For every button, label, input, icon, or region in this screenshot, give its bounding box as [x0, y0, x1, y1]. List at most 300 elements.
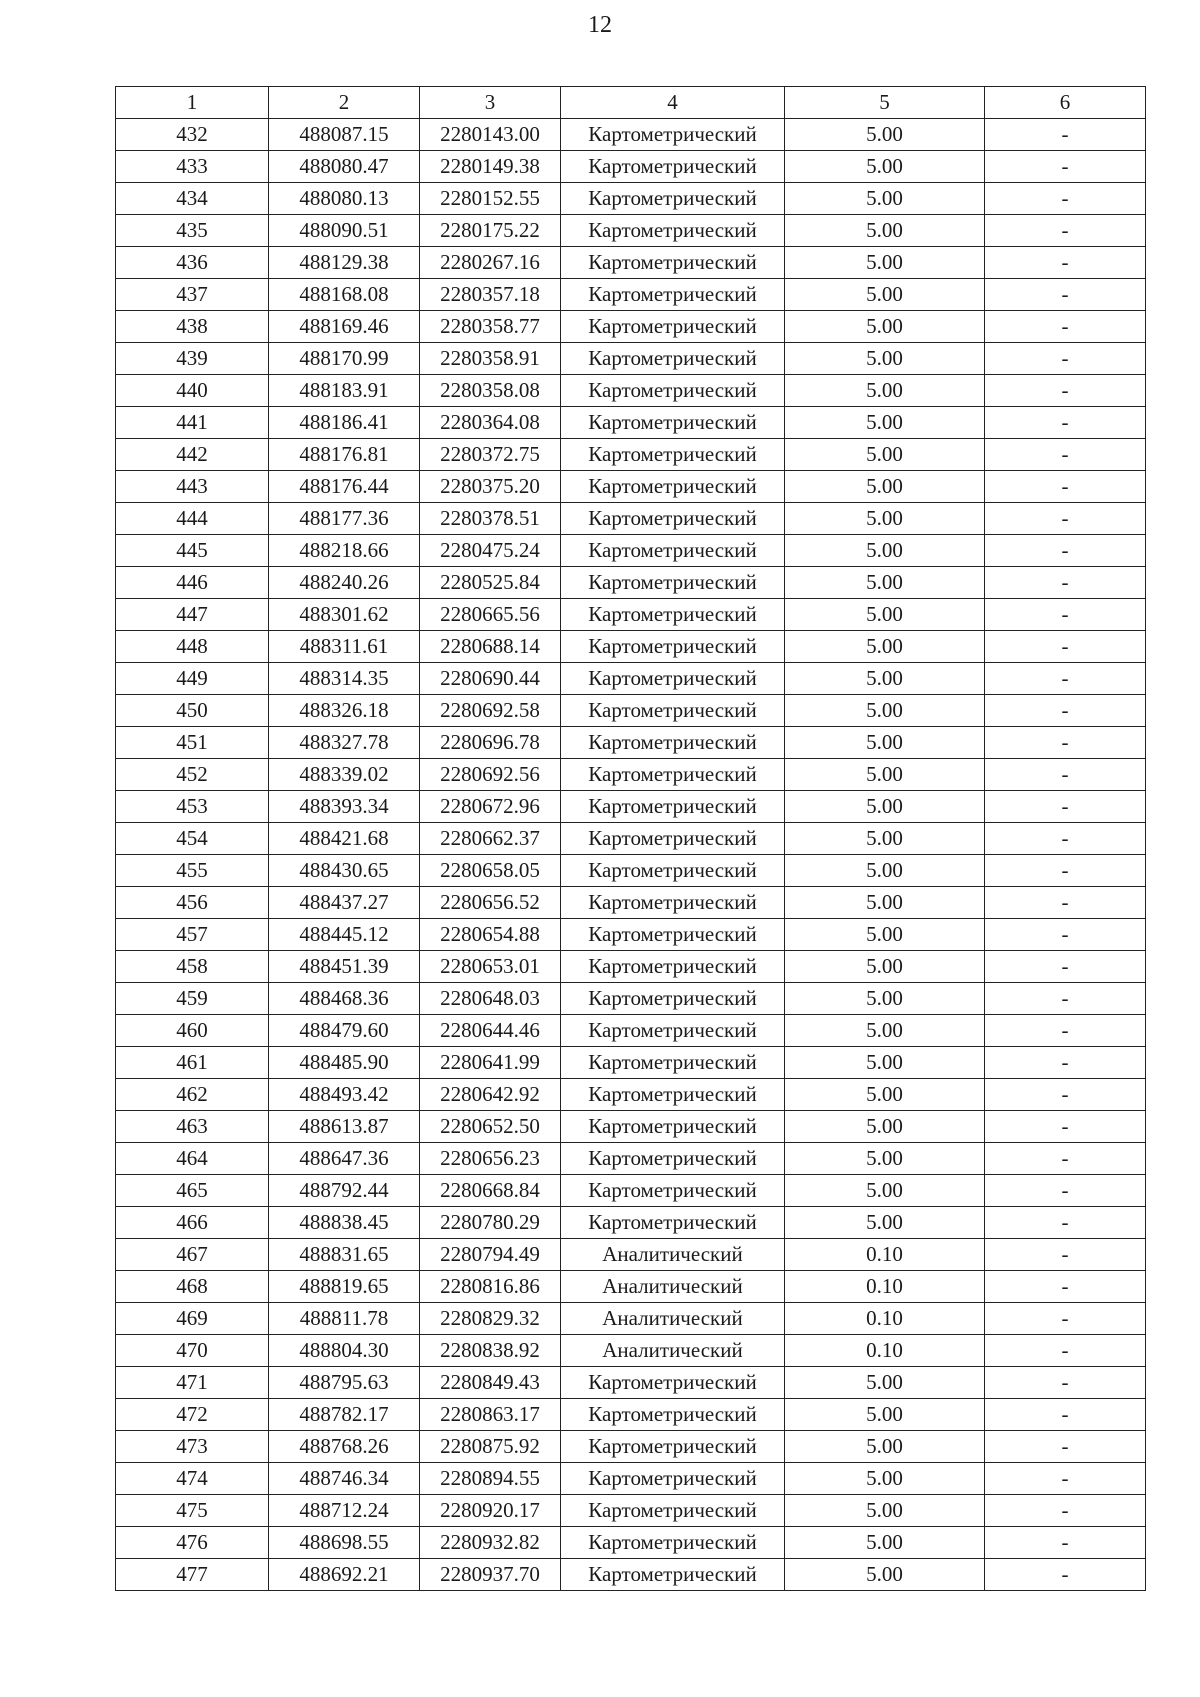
accuracy-cell: 5.00 — [785, 375, 985, 407]
table-row — [116, 727, 1146, 759]
y-coordinate-cell: 2280658.05 — [420, 855, 561, 887]
table-row — [116, 215, 1146, 247]
y-coordinate-cell: 2280849.43 — [420, 1367, 561, 1399]
accuracy-cell: 5.00 — [785, 311, 985, 343]
table-row — [116, 791, 1146, 823]
y-coordinate-cell: 2280863.17 — [420, 1399, 561, 1431]
accuracy-cell: 5.00 — [785, 695, 985, 727]
y-coordinate-cell: 2280932.82 — [420, 1527, 561, 1559]
x-coordinate-cell: 488782.17 — [269, 1399, 420, 1431]
method-cell: Картометрический — [561, 951, 785, 983]
table-row — [116, 439, 1146, 471]
y-coordinate-cell: 2280780.29 — [420, 1207, 561, 1239]
y-coordinate-cell: 2280175.22 — [420, 215, 561, 247]
method-cell: Картометрический — [561, 1463, 785, 1495]
y-coordinate-cell: 2280692.56 — [420, 759, 561, 791]
x-coordinate-cell: 488811.78 — [269, 1303, 420, 1335]
description-cell: - — [985, 1239, 1146, 1271]
accuracy-cell: 5.00 — [785, 119, 985, 151]
y-coordinate-cell: 2280149.38 — [420, 151, 561, 183]
point-number-cell: 454 — [116, 823, 269, 855]
table-row — [116, 567, 1146, 599]
y-coordinate-cell: 2280656.52 — [420, 887, 561, 919]
method-cell: Аналитический — [561, 1239, 785, 1271]
table-row — [116, 1111, 1146, 1143]
description-cell: - — [985, 855, 1146, 887]
table-row — [116, 1431, 1146, 1463]
x-coordinate-cell: 488327.78 — [269, 727, 420, 759]
point-number-cell: 462 — [116, 1079, 269, 1111]
point-number-cell: 443 — [116, 471, 269, 503]
x-coordinate-cell: 488177.36 — [269, 503, 420, 535]
table-row — [116, 503, 1146, 535]
table-row — [116, 1047, 1146, 1079]
accuracy-cell: 0.10 — [785, 1239, 985, 1271]
description-cell: - — [985, 535, 1146, 567]
x-coordinate-cell: 488712.24 — [269, 1495, 420, 1527]
y-coordinate-cell: 2280665.56 — [420, 599, 561, 631]
accuracy-cell: 5.00 — [785, 215, 985, 247]
header-row — [116, 87, 1146, 119]
table-row — [116, 951, 1146, 983]
table-row — [116, 1303, 1146, 1335]
point-number-cell: 436 — [116, 247, 269, 279]
x-coordinate-cell: 488176.44 — [269, 471, 420, 503]
point-number-cell: 453 — [116, 791, 269, 823]
method-cell: Картометрический — [561, 183, 785, 215]
y-coordinate-cell: 2280688.14 — [420, 631, 561, 663]
method-cell: Картометрический — [561, 535, 785, 567]
method-cell: Картометрический — [561, 247, 785, 279]
point-number-cell: 445 — [116, 535, 269, 567]
table-row — [116, 119, 1146, 151]
table-row — [116, 375, 1146, 407]
x-coordinate-cell: 488746.34 — [269, 1463, 420, 1495]
point-number-cell: 464 — [116, 1143, 269, 1175]
point-number-cell: 448 — [116, 631, 269, 663]
description-cell: - — [985, 1527, 1146, 1559]
description-cell: - — [985, 1015, 1146, 1047]
table-row — [116, 631, 1146, 663]
table-row — [116, 1271, 1146, 1303]
x-coordinate-cell: 488170.99 — [269, 343, 420, 375]
point-number-cell: 470 — [116, 1335, 269, 1367]
method-cell: Картометрический — [561, 919, 785, 951]
accuracy-cell: 0.10 — [785, 1303, 985, 1335]
accuracy-cell: 5.00 — [785, 1367, 985, 1399]
table-row — [116, 1239, 1146, 1271]
y-coordinate-cell: 2280829.32 — [420, 1303, 561, 1335]
method-cell: Картометрический — [561, 471, 785, 503]
method-cell: Картометрический — [561, 1079, 785, 1111]
accuracy-cell: 5.00 — [785, 1559, 985, 1591]
description-cell: - — [985, 311, 1146, 343]
method-cell: Картометрический — [561, 119, 785, 151]
accuracy-cell: 5.00 — [785, 951, 985, 983]
method-cell: Картометрический — [561, 727, 785, 759]
point-number-cell: 475 — [116, 1495, 269, 1527]
accuracy-cell: 5.00 — [785, 1207, 985, 1239]
method-cell: Картометрический — [561, 151, 785, 183]
y-coordinate-cell: 2280378.51 — [420, 503, 561, 535]
method-cell: Картометрический — [561, 855, 785, 887]
column-header: 6 — [985, 87, 1146, 119]
point-number-cell: 455 — [116, 855, 269, 887]
table-row — [116, 887, 1146, 919]
accuracy-cell: 5.00 — [785, 1015, 985, 1047]
y-coordinate-cell: 2280648.03 — [420, 983, 561, 1015]
method-cell: Картометрический — [561, 375, 785, 407]
accuracy-cell: 5.00 — [785, 1399, 985, 1431]
x-coordinate-cell: 488795.63 — [269, 1367, 420, 1399]
x-coordinate-cell: 488186.41 — [269, 407, 420, 439]
method-cell: Картометрический — [561, 1399, 785, 1431]
description-cell: - — [985, 823, 1146, 855]
x-coordinate-cell: 488183.91 — [269, 375, 420, 407]
description-cell: - — [985, 183, 1146, 215]
y-coordinate-cell: 2280358.91 — [420, 343, 561, 375]
accuracy-cell: 5.00 — [785, 663, 985, 695]
y-coordinate-cell: 2280653.01 — [420, 951, 561, 983]
accuracy-cell: 5.00 — [785, 535, 985, 567]
accuracy-cell: 5.00 — [785, 791, 985, 823]
description-cell: - — [985, 439, 1146, 471]
accuracy-cell: 0.10 — [785, 1271, 985, 1303]
method-cell: Картометрический — [561, 1559, 785, 1591]
method-cell: Картометрический — [561, 1047, 785, 1079]
accuracy-cell: 5.00 — [785, 407, 985, 439]
table-row — [116, 311, 1146, 343]
y-coordinate-cell: 2280692.58 — [420, 695, 561, 727]
point-number-cell: 471 — [116, 1367, 269, 1399]
x-coordinate-cell: 488080.13 — [269, 183, 420, 215]
y-coordinate-cell: 2280816.86 — [420, 1271, 561, 1303]
table-header — [116, 87, 1146, 119]
point-number-cell: 447 — [116, 599, 269, 631]
method-cell: Картометрический — [561, 439, 785, 471]
description-cell: - — [985, 1335, 1146, 1367]
method-cell: Картометрический — [561, 1527, 785, 1559]
x-coordinate-cell: 488485.90 — [269, 1047, 420, 1079]
point-number-cell: 472 — [116, 1399, 269, 1431]
point-number-cell: 449 — [116, 663, 269, 695]
accuracy-cell: 5.00 — [785, 887, 985, 919]
y-coordinate-cell: 2280894.55 — [420, 1463, 561, 1495]
table-row — [116, 1143, 1146, 1175]
table-row — [116, 279, 1146, 311]
description-cell: - — [985, 983, 1146, 1015]
point-number-cell: 438 — [116, 311, 269, 343]
description-cell: - — [985, 1399, 1146, 1431]
table-row — [116, 759, 1146, 791]
description-cell: - — [985, 215, 1146, 247]
y-coordinate-cell: 2280696.78 — [420, 727, 561, 759]
description-cell: - — [985, 343, 1146, 375]
y-coordinate-cell: 2280668.84 — [420, 1175, 561, 1207]
y-coordinate-cell: 2280152.55 — [420, 183, 561, 215]
table-row — [116, 535, 1146, 567]
point-number-cell: 456 — [116, 887, 269, 919]
method-cell: Картометрический — [561, 663, 785, 695]
x-coordinate-cell: 488326.18 — [269, 695, 420, 727]
y-coordinate-cell: 2280662.37 — [420, 823, 561, 855]
method-cell: Картометрический — [561, 1431, 785, 1463]
x-coordinate-cell: 488129.38 — [269, 247, 420, 279]
description-cell: - — [985, 1303, 1146, 1335]
table-body — [116, 119, 1146, 1591]
table-row — [116, 919, 1146, 951]
method-cell: Аналитический — [561, 1303, 785, 1335]
description-cell: - — [985, 695, 1146, 727]
description-cell: - — [985, 567, 1146, 599]
table-row — [116, 1559, 1146, 1591]
y-coordinate-cell: 2280652.50 — [420, 1111, 561, 1143]
description-cell: - — [985, 119, 1146, 151]
accuracy-cell: 5.00 — [785, 1527, 985, 1559]
description-cell: - — [985, 1495, 1146, 1527]
table-row — [116, 471, 1146, 503]
description-cell: - — [985, 247, 1146, 279]
x-coordinate-cell: 488792.44 — [269, 1175, 420, 1207]
x-coordinate-cell: 488838.45 — [269, 1207, 420, 1239]
x-coordinate-cell: 488240.26 — [269, 567, 420, 599]
x-coordinate-cell: 488430.65 — [269, 855, 420, 887]
x-coordinate-cell: 488168.08 — [269, 279, 420, 311]
x-coordinate-cell: 488176.81 — [269, 439, 420, 471]
x-coordinate-cell: 488421.68 — [269, 823, 420, 855]
x-coordinate-cell: 488437.27 — [269, 887, 420, 919]
table-row — [116, 1335, 1146, 1367]
point-number-cell: 465 — [116, 1175, 269, 1207]
x-coordinate-cell: 488698.55 — [269, 1527, 420, 1559]
y-coordinate-cell: 2280358.77 — [420, 311, 561, 343]
method-cell: Картометрический — [561, 823, 785, 855]
point-number-cell: 451 — [116, 727, 269, 759]
x-coordinate-cell: 488479.60 — [269, 1015, 420, 1047]
point-number-cell: 452 — [116, 759, 269, 791]
accuracy-cell: 5.00 — [785, 855, 985, 887]
y-coordinate-cell: 2280644.46 — [420, 1015, 561, 1047]
accuracy-cell: 5.00 — [785, 1463, 985, 1495]
point-number-cell: 458 — [116, 951, 269, 983]
point-number-cell: 440 — [116, 375, 269, 407]
point-number-cell: 457 — [116, 919, 269, 951]
method-cell: Аналитический — [561, 1335, 785, 1367]
y-coordinate-cell: 2280143.00 — [420, 119, 561, 151]
x-coordinate-cell: 488301.62 — [269, 599, 420, 631]
column-header: 5 — [785, 87, 985, 119]
column-header: 1 — [116, 87, 269, 119]
page-number: 12 — [588, 12, 612, 38]
table-row — [116, 1079, 1146, 1111]
description-cell: - — [985, 1079, 1146, 1111]
x-coordinate-cell: 488768.26 — [269, 1431, 420, 1463]
method-cell: Картометрический — [561, 1015, 785, 1047]
table-row — [116, 599, 1146, 631]
table-row — [116, 1463, 1146, 1495]
description-cell: - — [985, 471, 1146, 503]
description-cell: - — [985, 631, 1146, 663]
accuracy-cell: 5.00 — [785, 1143, 985, 1175]
table-row — [116, 1527, 1146, 1559]
point-number-cell: 439 — [116, 343, 269, 375]
method-cell: Картометрический — [561, 599, 785, 631]
description-cell: - — [985, 759, 1146, 791]
accuracy-cell: 5.00 — [785, 1495, 985, 1527]
x-coordinate-cell: 488831.65 — [269, 1239, 420, 1271]
column-header: 2 — [269, 87, 420, 119]
table-row — [116, 1207, 1146, 1239]
x-coordinate-cell: 488169.46 — [269, 311, 420, 343]
accuracy-cell: 5.00 — [785, 503, 985, 535]
description-cell: - — [985, 1463, 1146, 1495]
point-number-cell: 441 — [116, 407, 269, 439]
table-row — [116, 823, 1146, 855]
accuracy-cell: 5.00 — [785, 151, 985, 183]
point-number-cell: 461 — [116, 1047, 269, 1079]
point-number-cell: 433 — [116, 151, 269, 183]
accuracy-cell: 5.00 — [785, 247, 985, 279]
point-number-cell: 477 — [116, 1559, 269, 1591]
y-coordinate-cell: 2280875.92 — [420, 1431, 561, 1463]
method-cell: Картометрический — [561, 407, 785, 439]
description-cell: - — [985, 503, 1146, 535]
accuracy-cell: 5.00 — [785, 919, 985, 951]
method-cell: Картометрический — [561, 215, 785, 247]
point-number-cell: 468 — [116, 1271, 269, 1303]
point-number-cell: 469 — [116, 1303, 269, 1335]
point-number-cell: 467 — [116, 1239, 269, 1271]
point-number-cell: 435 — [116, 215, 269, 247]
coordinates-table — [115, 86, 1146, 1591]
accuracy-cell: 5.00 — [785, 599, 985, 631]
accuracy-cell: 5.00 — [785, 439, 985, 471]
x-coordinate-cell: 488080.47 — [269, 151, 420, 183]
method-cell: Картометрический — [561, 279, 785, 311]
description-cell: - — [985, 1111, 1146, 1143]
y-coordinate-cell: 2280358.08 — [420, 375, 561, 407]
point-number-cell: 460 — [116, 1015, 269, 1047]
x-coordinate-cell: 488819.65 — [269, 1271, 420, 1303]
method-cell: Картометрический — [561, 887, 785, 919]
y-coordinate-cell: 2280375.20 — [420, 471, 561, 503]
method-cell: Картометрический — [561, 1143, 785, 1175]
description-cell: - — [985, 375, 1146, 407]
point-number-cell: 473 — [116, 1431, 269, 1463]
table-row — [116, 247, 1146, 279]
y-coordinate-cell: 2280920.17 — [420, 1495, 561, 1527]
method-cell: Картометрический — [561, 1111, 785, 1143]
accuracy-cell: 5.00 — [785, 1175, 985, 1207]
table-row — [116, 983, 1146, 1015]
accuracy-cell: 5.00 — [785, 1111, 985, 1143]
x-coordinate-cell: 488493.42 — [269, 1079, 420, 1111]
table-row — [116, 663, 1146, 695]
table-row — [116, 1495, 1146, 1527]
table-row — [116, 1367, 1146, 1399]
table-row — [116, 407, 1146, 439]
method-cell: Аналитический — [561, 1271, 785, 1303]
table-row — [116, 1015, 1146, 1047]
y-coordinate-cell: 2280372.75 — [420, 439, 561, 471]
x-coordinate-cell: 488804.30 — [269, 1335, 420, 1367]
method-cell: Картометрический — [561, 343, 785, 375]
accuracy-cell: 5.00 — [785, 183, 985, 215]
table-row — [116, 855, 1146, 887]
method-cell: Картометрический — [561, 567, 785, 599]
x-coordinate-cell: 488451.39 — [269, 951, 420, 983]
x-coordinate-cell: 488087.15 — [269, 119, 420, 151]
table-row — [116, 151, 1146, 183]
description-cell: - — [985, 1431, 1146, 1463]
accuracy-cell: 5.00 — [785, 567, 985, 599]
method-cell: Картометрический — [561, 503, 785, 535]
method-cell: Картометрический — [561, 1367, 785, 1399]
description-cell: - — [985, 1143, 1146, 1175]
table-row — [116, 1399, 1146, 1431]
description-cell: - — [985, 887, 1146, 919]
description-cell: - — [985, 279, 1146, 311]
y-coordinate-cell: 2280267.16 — [420, 247, 561, 279]
description-cell: - — [985, 791, 1146, 823]
y-coordinate-cell: 2280937.70 — [420, 1559, 561, 1591]
x-coordinate-cell: 488445.12 — [269, 919, 420, 951]
y-coordinate-cell: 2280794.49 — [420, 1239, 561, 1271]
x-coordinate-cell: 488218.66 — [269, 535, 420, 567]
x-coordinate-cell: 488090.51 — [269, 215, 420, 247]
accuracy-cell: 5.00 — [785, 1047, 985, 1079]
x-coordinate-cell: 488393.34 — [269, 791, 420, 823]
method-cell: Картометрический — [561, 1207, 785, 1239]
y-coordinate-cell: 2280364.08 — [420, 407, 561, 439]
x-coordinate-cell: 488692.21 — [269, 1559, 420, 1591]
y-coordinate-cell: 2280838.92 — [420, 1335, 561, 1367]
accuracy-cell: 5.00 — [785, 631, 985, 663]
y-coordinate-cell: 2280654.88 — [420, 919, 561, 951]
table-row — [116, 343, 1146, 375]
description-cell: - — [985, 1367, 1146, 1399]
point-number-cell: 437 — [116, 279, 269, 311]
method-cell: Картометрический — [561, 983, 785, 1015]
description-cell: - — [985, 951, 1146, 983]
description-cell: - — [985, 1047, 1146, 1079]
y-coordinate-cell: 2280672.96 — [420, 791, 561, 823]
accuracy-cell: 5.00 — [785, 343, 985, 375]
accuracy-cell: 5.00 — [785, 471, 985, 503]
description-cell: - — [985, 1271, 1146, 1303]
column-header: 3 — [420, 87, 561, 119]
y-coordinate-cell: 2280357.18 — [420, 279, 561, 311]
point-number-cell: 476 — [116, 1527, 269, 1559]
x-coordinate-cell: 488339.02 — [269, 759, 420, 791]
method-cell: Картометрический — [561, 311, 785, 343]
table-row — [116, 1175, 1146, 1207]
point-number-cell: 459 — [116, 983, 269, 1015]
point-number-cell: 466 — [116, 1207, 269, 1239]
y-coordinate-cell: 2280642.92 — [420, 1079, 561, 1111]
accuracy-cell: 5.00 — [785, 983, 985, 1015]
y-coordinate-cell: 2280475.24 — [420, 535, 561, 567]
method-cell: Картометрический — [561, 1495, 785, 1527]
point-number-cell: 446 — [116, 567, 269, 599]
accuracy-cell: 5.00 — [785, 759, 985, 791]
accuracy-cell: 5.00 — [785, 823, 985, 855]
x-coordinate-cell: 488647.36 — [269, 1143, 420, 1175]
y-coordinate-cell: 2280525.84 — [420, 567, 561, 599]
table-row — [116, 183, 1146, 215]
column-header: 4 — [561, 87, 785, 119]
method-cell: Картометрический — [561, 631, 785, 663]
